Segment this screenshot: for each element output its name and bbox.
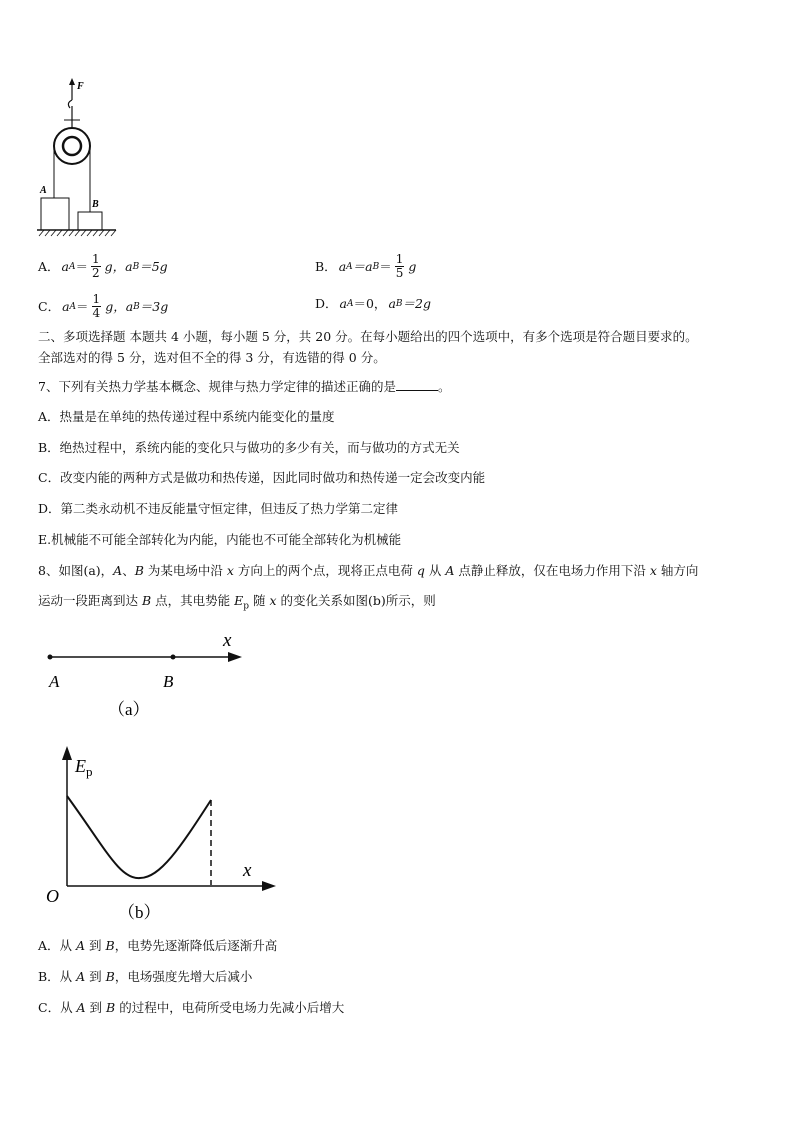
value-tail: ＝3g [139, 298, 169, 314]
text: 的过程中，电荷所受电场力先减小后增大 [115, 1000, 345, 1015]
figure-b [40, 738, 290, 928]
text: 运动一段距离到达 [38, 593, 142, 608]
section2-line1: 二、多项选择题 本题共 4 小题，每小题 5 分，共 20 分。在每小题给出的四个选项中，有多个选项是符合题目要求的。 [38, 329, 698, 344]
pulley-figure [34, 78, 124, 243]
denominator: 5 [395, 266, 404, 280]
origin-label: O [46, 886, 59, 906]
block-a-label: A [40, 185, 47, 196]
text: 的变化关系如图(b)所示，则 [276, 593, 436, 608]
block-b-label: B [92, 199, 99, 210]
equals: ＝0， [353, 296, 387, 311]
text: C．从 [38, 1000, 77, 1015]
q7-option-b[interactable]: B．绝热过程中，系统内能的变化只与做功的多少有关，而与做功的方式无关 [38, 440, 460, 455]
symbol-a: a [125, 258, 133, 274]
subscript: A [346, 299, 354, 309]
text: 为某电场中沿 [143, 563, 227, 578]
point-a: A [445, 563, 455, 578]
point-b: B [134, 563, 144, 578]
symbol-a: a [388, 296, 396, 311]
text: 到 [85, 1000, 107, 1015]
text: 点，其电势能 [151, 593, 235, 608]
q8-option-a[interactable] [38, 938, 277, 954]
q6-option-c[interactable] [38, 293, 170, 320]
numerator: 1 [395, 252, 404, 266]
value-tail: ＝2g [402, 296, 431, 311]
denominator: 2 [92, 266, 100, 280]
subscript: A [68, 261, 76, 272]
value-tail: g， [105, 298, 126, 314]
subscript: A [69, 301, 77, 312]
point-b-label: B [163, 672, 174, 691]
symbol-e: E [234, 593, 244, 608]
text: 到 [85, 938, 106, 953]
text: 到 [85, 969, 106, 984]
numerator: 1 [92, 252, 100, 266]
symbol-a: a [125, 298, 134, 314]
equals: ＝ [76, 298, 89, 314]
section2-line2: 全部选对的得 5 分，选对但不全的得 3 分，有选错的得 0 分。 [38, 350, 386, 365]
equals: ＝ [75, 258, 88, 274]
text: B．从 [38, 969, 77, 984]
symbol-a: a [339, 296, 347, 311]
subscript: B [133, 301, 140, 312]
option-label: A． [38, 258, 60, 274]
axis-y-label: $E_p$ [75, 756, 93, 779]
q7-stem [38, 378, 450, 395]
value-tail: ＝5g [139, 258, 168, 274]
q7-stem-end: 。 [437, 379, 451, 394]
option-label: C． [38, 298, 61, 314]
equals: ＝ [379, 258, 392, 274]
axis-x-label: x [223, 630, 232, 651]
text: 从 [424, 563, 446, 578]
q7-stem-text: 7、下列有关热力学基本概念、规律与热力学定律的描述正确的是 [38, 379, 396, 394]
symbol-a: a [62, 298, 70, 314]
text: ，电势先逐渐降低后逐渐升高 [114, 938, 278, 953]
q6-option-a[interactable] [38, 253, 170, 280]
point-b: B [141, 593, 152, 608]
point-a: A [76, 969, 86, 984]
q7-option-a[interactable]: A．热量是在单纯的热传递过程中系统内能变化的量度 [38, 409, 335, 424]
answer-blank[interactable] [396, 378, 438, 391]
text: A．从 [38, 938, 77, 953]
point-b: B [106, 1000, 116, 1015]
text: 、 [122, 563, 135, 578]
force-label: F [77, 81, 84, 92]
q7-option-e[interactable]: E.机械能不可能全部转化为内能，内能也不可能全部转化为机械能 [38, 532, 402, 547]
axis-x-label: x [243, 860, 252, 881]
symbol-x: x [226, 563, 234, 578]
equals: ＝a [352, 258, 373, 274]
text: 随 [249, 593, 270, 608]
symbol-x: x [649, 563, 657, 578]
point-b: B [105, 938, 115, 953]
figure-a [40, 625, 260, 725]
text: 方向上的两个点，现将正点电荷 [233, 563, 417, 578]
fraction [92, 293, 104, 320]
fraction [91, 253, 103, 280]
point-a: A [113, 563, 123, 578]
q8-option-c[interactable] [38, 1000, 344, 1016]
symbol-a: a [338, 258, 347, 274]
point-a: A [76, 1000, 86, 1015]
q8-stem-line2 [38, 593, 436, 615]
fraction [395, 253, 407, 280]
subscript: A [346, 261, 353, 272]
q8-stem-line1 [38, 563, 698, 579]
subscript: B [372, 261, 380, 272]
text: ，电场强度先增大后减小 [114, 969, 253, 984]
figure-a-caption: （a） [108, 700, 150, 719]
denominator: 4 [92, 306, 101, 320]
symbol-q: q [416, 563, 425, 578]
value-tail: g [408, 258, 417, 274]
subscript: B [395, 299, 403, 309]
option-label: D． [315, 296, 338, 311]
point-a-label: A [49, 672, 60, 691]
option-label: B． [315, 258, 337, 274]
q8-option-b[interactable] [38, 969, 252, 985]
point-a: A [76, 938, 86, 953]
q7-option-d[interactable]: D．第二类永动机不违反能量守恒定律，但违反了热力学第二定律 [38, 501, 399, 516]
text: 8、如图(a)， [38, 563, 114, 578]
text: 点静止释放，仅在电场力作用下沿 [454, 563, 650, 578]
value-tail: g， [104, 258, 126, 274]
subscript: p [243, 601, 250, 612]
symbol-a: a [61, 258, 69, 274]
subscript: B [132, 261, 140, 272]
symbol-x: x [269, 593, 277, 608]
q7-option-c[interactable]: C．改变内能的两种方式是做功和热传递，因此同时做功和热传递一定会改变内能 [38, 470, 486, 485]
figure-b-caption: （b） [118, 903, 161, 922]
q6-option-b[interactable] [315, 253, 416, 280]
text: 轴方向 [656, 563, 699, 578]
q6-option-d[interactable] [315, 296, 433, 312]
point-b: B [105, 969, 115, 984]
numerator: 1 [92, 292, 101, 306]
